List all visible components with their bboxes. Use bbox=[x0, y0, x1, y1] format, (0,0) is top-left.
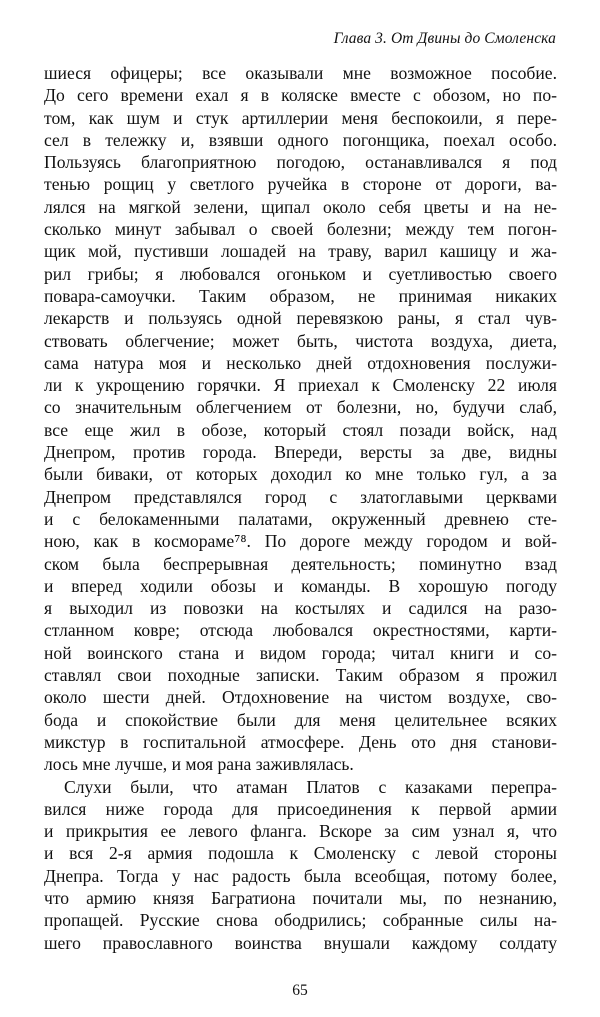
text-line: Днепром представлялся город с златоглавыми церквами bbox=[44, 486, 557, 507]
text-line: сколько минут забывал о своей болезни; между тем погон- bbox=[44, 219, 557, 240]
text-line: тенью рощиц у светлого ручейка в стороне от дороги, ва- bbox=[44, 174, 557, 195]
text-line: До сего времени ехал я в коляске вместе с обозом, но по- bbox=[44, 85, 557, 106]
text-line: повара-самоучки. Таким образом, не принимая никаких bbox=[44, 285, 557, 306]
text-line: все еще жил в обозе, который стоял позади войск, над bbox=[44, 419, 557, 440]
text-body bbox=[44, 62, 557, 954]
text-line: ставлял свои походные записки. Таким образом я прожил bbox=[44, 665, 557, 686]
text-line: шего православного воинства внушали каждому солдату bbox=[44, 932, 557, 953]
text-line: лекарств и пользуясь одной перевязкою раны, я стал чув- bbox=[44, 308, 557, 329]
text-line: стланном ковре; отсюда любовался окрестностями, карти- bbox=[44, 620, 557, 641]
text-line: ной воинского стана и видом города; читал книги и со- bbox=[44, 642, 557, 663]
text-line: сел в тележку и, взявши одного погонщика, поехал особо. bbox=[44, 129, 557, 150]
text-line: Днепром, против города. Впереди, версты за две, видны bbox=[44, 442, 557, 463]
text-line: были биваки, от которых доходил ко мне только гул, а за bbox=[44, 464, 557, 485]
text-line: ли к укрощению горячки. Я приехал к Смоленску 22 июля bbox=[44, 375, 557, 396]
text-line: что армию князя Багратиона почитали мы, по незнанию, bbox=[44, 887, 557, 908]
text-line: и с белокаменными палатами, окруженный древнею сте- bbox=[44, 508, 557, 529]
text-line: лось мне лучше, и моя рана заживлялась. bbox=[44, 754, 354, 775]
text-line: ском была беспрерывная деятельность; поминутно взад bbox=[44, 553, 557, 574]
text-line: около шести дней. Отдохновение на чистом воздухе, сво- bbox=[44, 687, 557, 708]
text-line: Днепра. Тогда у нас радость была всеобщая, потому более, bbox=[44, 865, 557, 886]
text-line: вился ниже города для присоединения к первой армии bbox=[44, 798, 557, 819]
text-line: шиеся офицеры; все оказывали мне возможное пособие. bbox=[44, 63, 557, 83]
text-line: том, как шум и стук артиллерии меня беспокоили, я пере- bbox=[44, 107, 557, 128]
text-line: и прикрытия ее левого фланга. Вскоре за сим узнал я, что bbox=[44, 821, 557, 842]
text-line: рил грибы; я любовался огоньком и суетливостью своего bbox=[44, 263, 557, 284]
text-line: ствовать облегчение; может быть, чистота воздуха, диета, bbox=[44, 330, 557, 351]
text-line: щик мой, пустивши лошадей на траву, варил кашицу и жа- bbox=[44, 241, 557, 262]
text-line: ною, как в космораме⁷⁸. По дороге между городом и вой- bbox=[44, 531, 557, 552]
text-line: и вся 2-я армия подошла к Смоленску с левой стороны bbox=[44, 843, 557, 864]
text-line: микстур в госпитальной атмосфере. День ото дня станови- bbox=[44, 731, 557, 752]
paragraph bbox=[44, 776, 557, 954]
paragraph bbox=[44, 62, 557, 776]
text-line: Слухи были, что атаман Платов с казаками перепра- bbox=[64, 776, 557, 797]
running-header: Глава 3. От Двины до Смоленска bbox=[333, 30, 556, 47]
text-line: лялся на мягкой зелени, щипал около себя цветы и на не- bbox=[44, 196, 557, 217]
text-line: пропащей. Русские снова ободрились; собранные силы на- bbox=[44, 910, 557, 931]
text-line: я выходил из повозки на костылях и садился на разо- bbox=[44, 598, 557, 619]
text-line: бода и спокойствие были для меня целительнее всяких bbox=[44, 709, 557, 730]
text-line: со значительным облегчением от болезни, но, будучи слаб, bbox=[44, 397, 557, 418]
text-line: сама натура моя и несколько дней отдохновения послужи- bbox=[44, 352, 557, 373]
text-line: и вперед ходили обозы и команды. В хорошую погоду bbox=[44, 575, 557, 596]
text-line: Пользуясь благоприятною погодою, останавливался я под bbox=[44, 152, 557, 173]
page-number: 65 bbox=[292, 982, 308, 999]
